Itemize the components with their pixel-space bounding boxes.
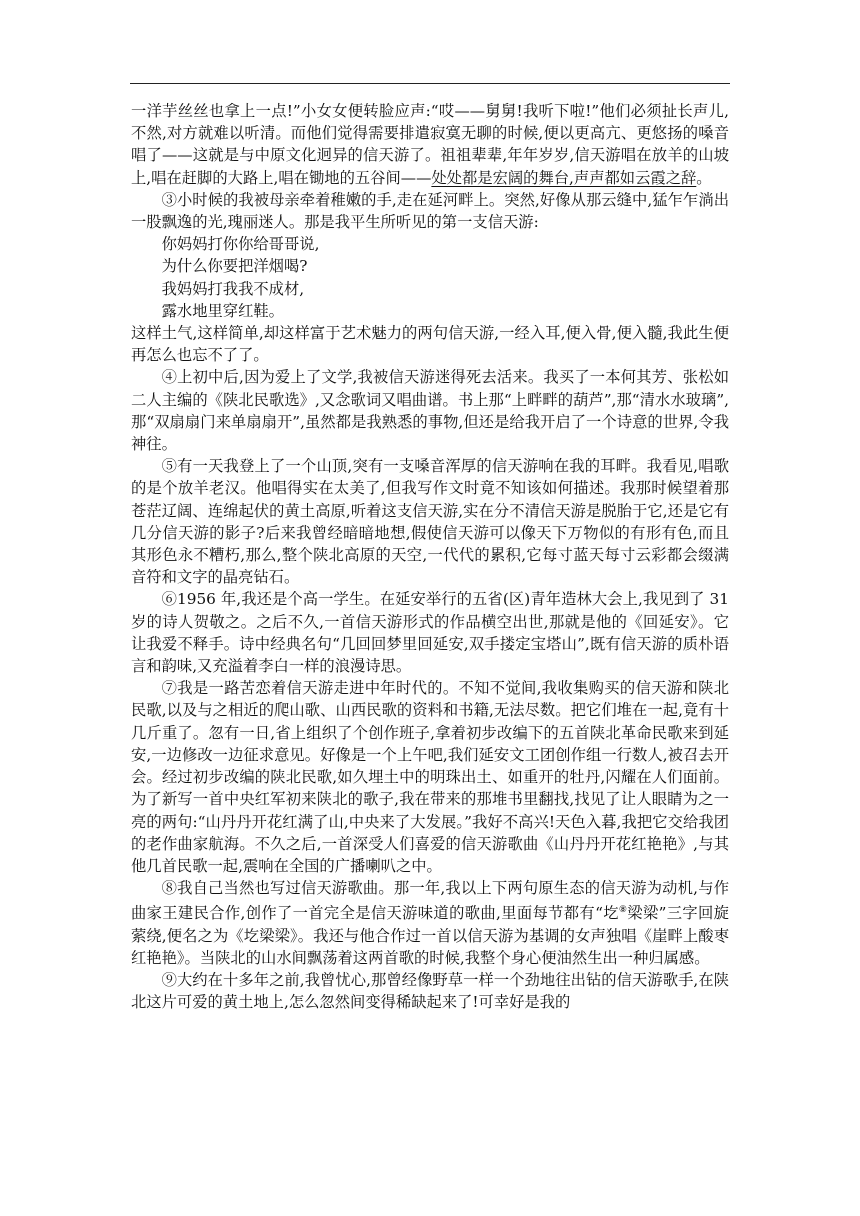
article-body xyxy=(131,100,729,1013)
footnote-marker: ⑧ xyxy=(618,905,628,916)
header-rule xyxy=(130,83,730,84)
paragraph-3: ③小时候的我被母亲牵着稚嫩的手,走在延河畔上。突然,好像从那云缝中,猛乍乍淌出一股飘逸的光,瑰丽迷人。那是我平生所听见的第一支信天游: xyxy=(131,190,729,232)
paragraph-6: ⑥1956 年,我还是个高一学生。在延安举行的五省(区)青年造林大会上,我见到了 31 岁的诗人贺敬之。之后不久,一首信天游形式的作品横空出世,那就是他的《回延安》。它让我爱不释手。诗中经典名句“几回回梦里回延安,双手搂定宝塔山”,既有信天游的质朴语言和韵味,又充溢着李白一样的浪漫诗思。 xyxy=(131,590,729,676)
paragraph-8 xyxy=(131,877,729,969)
lyric-line: 露水地里穿红鞋。 xyxy=(161,301,284,320)
paragraph-4: ④上初中后,因为爱上了文学,我被信天游迷得死去活来。我买了一本何其芳、张松如二人主编的《陕北民歌选》,又念歌词又唱曲谱。书上那“上畔畔的葫芦”,那“清水水玻璃”,那“双扇扇门来单扇扇开”,虽然都是我熟悉的事物,但还是给我开启了一个诗意的世界,令我神往。 xyxy=(131,368,729,454)
paragraph-2-continued xyxy=(131,100,729,189)
song-lyrics xyxy=(131,233,729,322)
paragraph-3-after-lyrics: 这样土气,这样简单,却这样富于艺术魅力的两句信天游,一经入耳,便入骨,便入髓,我此生便再怎么也忘不了了。 xyxy=(131,324,729,365)
paragraph-text-end: 。 xyxy=(696,168,712,187)
paragraph-5: ⑤有一天我登上了一个山顶,突有一支嗓音浑厚的信天游响在我的耳畔。我看见,唱歌的是个放羊老汉。他唱得实在太美了,但我写作文时竟不知该如何描述。我那时候望着那苍茫辽阔、连绵起伏的黄土高原,听着这支信天游,实在分不清信天游是脱胎于它,还是它有几分信天游的影子?后来我曾经暗暗地想,假使信天游可以像天下万物似的有形有色,而且其形色永不糟朽,那么,整个陕北高原的天空,一代代的累积,它每寸蓝天每寸云彩都会缀满音符和文字的晶亮钻石。 xyxy=(131,457,729,587)
underlined-sentence: 处处都是宏阔的舞台,声声都如云霞之辞 xyxy=(431,168,697,187)
paragraph-text: 梁梁”三字回旋萦绕,便名之为《圪梁梁》。我还与他合作过一首以信天游为基调的女声独唱《崖畔上酸枣红艳艳》。当陕北的山水间飘荡着这两首歌的时候,我整个身心便油然生出一种归属感。 xyxy=(131,904,729,967)
lyric-line: 为什么你要把洋烟喝? xyxy=(161,257,308,276)
paragraph-text: ⑧我自己当然也写过信天游歌曲。那一年,我以上下两句原生态的信天游为动机,与作曲家王建民合作,创作了一首完全是信天游味道的歌曲,里面每节都有“圪 xyxy=(131,879,729,923)
paragraph-7: ⑦我是一路苦恋着信天游走进中年时代的。不知不觉间,我收集购买的信天游和陕北民歌,以及与之相近的爬山歌、山西民歌的资料和书籍,无法尽数。把它们堆在一起,竟有十几斤重了。忽有一日,省上组织了个创作班子,拿着初步改编下的五首陕北革命民歌来到延安,一边修改一边征求意见。好像是一个上午吧,我们延安文工团创作组一行数人,被召去开会。经过初步改编的陕北民歌,如久埋土中的明珠出土、如重开的牡丹,闪耀在人们面前。为了新写一首中央红军初来陕北的歌子,我在带来的那堆书里翻找,找见了让人眼睛为之一亮的两句:“山丹丹开花红满了山,中央来了大发展。”我好不高兴!天色入暮,我把它交给我团的老作曲家航海。不久之后,一首深受人们喜爱的信天游歌曲《山丹丹开花红艳艳》,与其他几首民歌一起,震响在全国的广播喇叭之中。 xyxy=(131,679,729,875)
paragraph-text: 一洋芋丝丝也拿上一点!”小女女便转脸应声:“哎——舅舅!我听下啦!”他们必须扯长声儿,不然,对方就难以听清。而他们觉得需要排遣寂寞无聊的时候,便以更高亢、更悠扬的嗓音唱了——这就是与中原文化迥异的信天游了。祖祖辈辈,年年岁岁,信天游唱在放羊的山坡上,唱在赶脚的大路上,唱在锄地的五谷间—— xyxy=(131,102,729,187)
paragraph-9: ⑨大约在十多年之前,我曾忧心,那曾经像野草一样一个劲地往出钻的信天游歌手,在陕北这片可爱的黄土地上,怎么忽然间变得稀缺起来了!可幸好是我的 xyxy=(131,971,729,1012)
lyric-line: 我妈妈打我我不成材, xyxy=(161,279,305,298)
lyric-line: 你妈妈打你你给哥哥说, xyxy=(161,235,320,254)
